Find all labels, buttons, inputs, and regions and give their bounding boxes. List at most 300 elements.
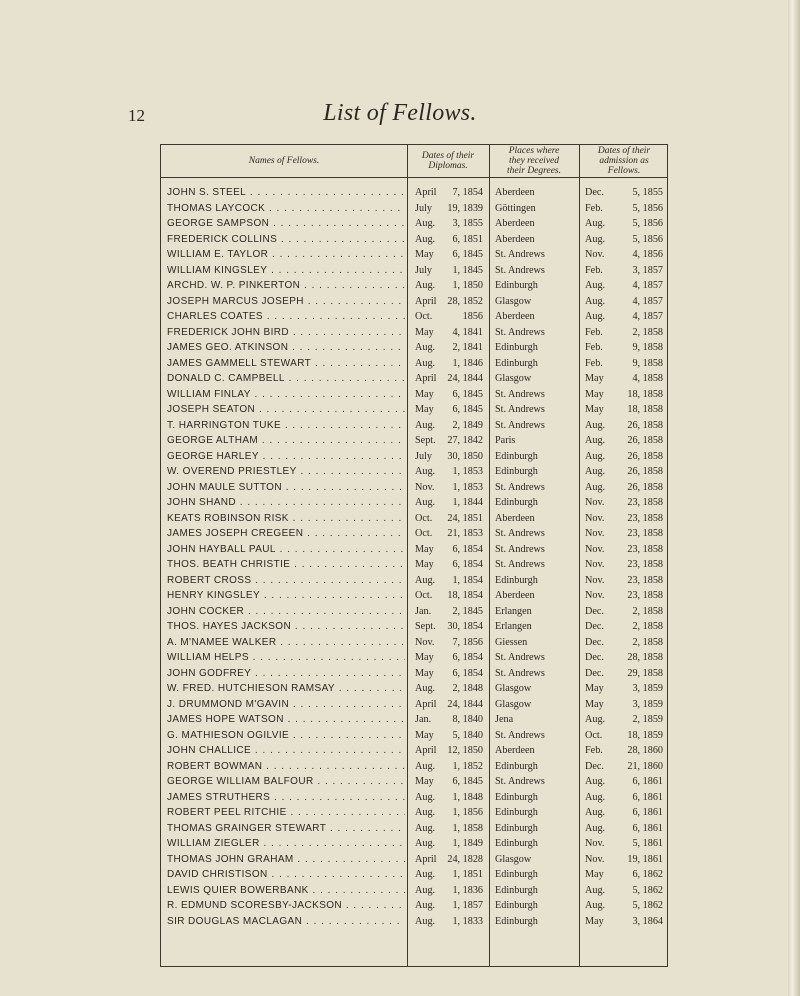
admission-month: Nov. [585,512,605,524]
header-admission-line: Dates of their [597,146,651,156]
diploma-date: 6, 1854 [452,667,483,679]
diploma-date: 7, 1856 [452,636,483,648]
admission-date: 23, 1858 [627,590,663,601]
admission-date: 3, 1864 [632,915,663,927]
fellow-name: JOHN CHALLICE . . . [167,743,405,759]
table-row [161,526,669,542]
degree-place: Glasgow [495,698,532,710]
admission-date: 18, 1859 [627,729,663,741]
admission-month: Feb. [585,357,603,369]
table-row [161,464,669,480]
fellow-name: THOMAS JOHN GRAHAM . . . [167,852,405,868]
admission-month: Aug. [585,791,606,803]
diploma-date: 24, 1851 [447,512,483,524]
diploma-date: 2, 1849 [452,419,483,431]
admission-date: 3, 1857 [632,264,663,276]
diploma-month: Aug. [415,760,436,772]
fellow-name: R. EDMUND SCORESBY-JACKSON . . . [167,898,405,914]
fellow-name: A. M'NAMEE WALKER . . . [167,635,405,651]
fellow-name: WILLIAM KINGSLEY . . . [167,263,405,279]
fellow-name: CHARLES COATES . . . [167,309,405,325]
fellows-rows [161,185,669,929]
table-row [161,728,669,744]
admission-date: 6, 1861 [632,791,663,803]
degree-place: Aberdeen [495,590,535,601]
diploma-month: July [415,264,432,276]
admission-month: Nov. [585,249,605,260]
table-row [161,418,669,434]
diploma-date: 6, 1845 [452,404,483,415]
degree-place: Edinburgh [495,869,538,880]
fellow-name: GEORGE ALTHAM . . . [167,433,405,449]
page-title: List of Fellows. [323,100,477,126]
admission-date: 5, 1856 [632,202,663,214]
table-row [161,449,669,465]
admission-month: Dec. [585,621,604,632]
table-row [161,604,669,620]
degree-place: St. Andrews [495,249,545,260]
table-row [161,542,669,558]
table-row [161,883,669,899]
diploma-date: 1, 1846 [452,357,483,369]
header-admission-line: Fellows. [607,166,641,176]
diploma-date: 1, 1850 [452,280,483,291]
admission-month: Nov. [585,497,605,508]
diploma-date: 1, 1853 [452,481,483,493]
table-row [161,232,669,248]
degree-place: Aberdeen [495,233,535,245]
fellow-name: JOHN SHAND . . . [167,495,405,511]
admission-date: 3, 1859 [632,698,663,710]
admission-date: 26, 1858 [627,435,663,446]
degree-place: Glasgow [495,683,532,694]
table-row [161,480,669,496]
diploma-month: April [415,853,437,865]
table-row [161,867,669,883]
degree-place: St. Andrews [495,326,545,338]
fellow-name: WILLIAM HELPS . . . [167,650,405,666]
admission-month: May [585,915,604,927]
degree-place: Aberdeen [495,187,535,198]
header-places-line: they received [508,156,559,166]
admission-month: Nov. [585,528,605,539]
degree-place: Giessen [495,636,528,648]
diploma-date: 24, 1844 [447,373,483,384]
admission-date: 19, 1861 [627,853,663,865]
diploma-month: Oct. [415,528,433,539]
table-row [161,852,669,868]
diploma-month: April [415,698,437,710]
degree-place: Jena [495,714,514,725]
admission-date: 23, 1858 [627,512,663,524]
diploma-month: Aug. [415,233,436,245]
diploma-date: 6, 1845 [452,388,483,400]
diploma-month: May [415,776,434,787]
diploma-date: 19, 1839 [447,202,483,214]
diploma-date: 6, 1854 [452,543,483,555]
degree-place: Erlangen [495,621,532,632]
fellows-table [160,144,668,967]
admission-month: Feb. [585,202,603,214]
degree-place: Aberdeen [495,512,535,524]
diploma-month: Aug. [415,683,436,694]
fellow-name: JOSEPH SEATON . . . [167,402,405,418]
diploma-date: 21, 1853 [447,528,483,539]
diploma-month: Aug. [415,466,436,477]
diploma-month: Jan. [415,605,432,617]
diploma-date: 1, 1845 [452,264,483,276]
admission-month: Aug. [585,311,606,322]
diploma-month: Oct. [415,512,433,524]
fellow-name: GEORGE SAMPSON . . . [167,216,405,232]
admission-month: Aug. [585,807,606,818]
admission-date: 2, 1858 [632,326,663,338]
admission-date: 29, 1858 [627,667,663,679]
admission-date: 2, 1859 [632,714,663,725]
diploma-month: Aug. [415,574,436,586]
table-row [161,387,669,403]
admission-date: 23, 1858 [627,574,663,586]
fellow-name: JAMES STRUTHERS . . . [167,790,405,806]
table-row [161,325,669,341]
admission-month: Aug. [585,822,606,834]
admission-month: Nov. [585,543,605,555]
table-row [161,712,669,728]
page-number: 12 [128,106,145,125]
fellow-name: ROBERT BOWMAN . . . [167,759,405,775]
diploma-date: 4, 1841 [452,326,483,338]
diploma-month: Aug. [415,900,436,911]
admission-month: May [585,869,604,880]
degree-place: Glasgow [495,853,532,865]
fellow-name: JAMES GAMMELL STEWART . . . [167,356,405,372]
diploma-month: July [415,202,432,214]
admission-date: 26, 1858 [627,466,663,477]
admission-date: 5, 1856 [632,218,663,229]
fellow-name: WILLIAM E. TAYLOR . . . [167,247,405,263]
table-row [161,805,669,821]
diploma-date: 12, 1850 [447,745,483,756]
fellow-name: JAMES GEO. ATKINSON . . . [167,340,405,356]
diploma-date: 7, 1854 [452,187,483,198]
admission-date: 26, 1858 [627,419,663,431]
diploma-month: April [415,187,437,198]
admission-month: Aug. [585,481,606,493]
fellow-name: W. FRED. HUTCHIESON RAMSAY . . . [167,681,405,697]
degree-place: St. Andrews [495,481,545,493]
diploma-month: May [415,404,434,415]
admission-month: Aug. [585,466,606,477]
admission-month: May [585,698,604,710]
admission-date: 28, 1860 [627,745,663,756]
fellow-name: JOHN GODFREY . . . [167,666,405,682]
table-row [161,247,669,263]
diploma-month: Aug. [415,807,436,818]
table-row [161,588,669,604]
table-row [161,619,669,635]
degree-place: Edinburgh [495,900,538,911]
fellow-name: DAVID CHRISTISON . . . [167,867,405,883]
diploma-date: 27, 1842 [447,435,483,446]
admission-month: Feb. [585,326,603,338]
admission-date: 26, 1858 [627,450,663,462]
diploma-date: 1, 1836 [452,884,483,896]
admission-month: Nov. [585,559,605,570]
fellow-name: JOSEPH MARCUS JOSEPH . . . [167,294,405,310]
degree-place: St. Andrews [495,667,545,679]
diploma-month: Sept. [415,435,436,446]
fellow-name: T. HARRINGTON TUKE . . . [167,418,405,434]
admission-month: Dec. [585,605,604,617]
table-row [161,371,669,387]
degree-place: St. Andrews [495,776,545,787]
diploma-date: 6, 1845 [452,249,483,260]
admission-month: Dec. [585,667,604,679]
degree-place: St. Andrews [495,404,545,415]
diploma-month: Aug. [415,869,436,880]
table-row [161,635,669,651]
admission-date: 2, 1858 [632,621,663,632]
admission-month: Aug. [585,233,606,245]
diploma-date: 2, 1845 [452,605,483,617]
diploma-month: May [415,326,434,338]
fellow-name: GEORGE HARLEY . . . [167,449,405,465]
table-row [161,402,669,418]
fellow-name: KEATS ROBINSON RISK . . . [167,511,405,527]
fellow-name: J. DRUMMOND M'GAVIN . . . [167,697,405,713]
admission-month: Nov. [585,574,605,586]
fellow-name: FREDERICK JOHN BIRD . . . [167,325,405,341]
degree-place: St. Andrews [495,528,545,539]
admission-month: Aug. [585,450,606,462]
diploma-date: 1, 1858 [452,822,483,834]
admission-date: 5, 1855 [632,187,663,198]
diploma-date: 24, 1828 [447,853,483,865]
table-row [161,340,669,356]
admission-date: 23, 1858 [627,543,663,555]
admission-date: 28, 1858 [627,652,663,663]
diploma-date: 1, 1856 [452,807,483,818]
degree-place: Edinburgh [495,915,538,927]
admission-month: Aug. [585,900,606,911]
diploma-month: April [415,745,437,756]
diploma-date: 18, 1854 [447,590,483,601]
diploma-date: 1, 1833 [452,915,483,927]
degree-place: Erlangen [495,605,532,617]
admission-month: May [585,388,604,400]
diploma-month: Nov. [415,481,435,493]
fellow-name: THOS. HAYES JACKSON . . . [167,619,405,635]
admission-month: Dec. [585,187,604,198]
degree-place: Edinburgh [495,342,538,353]
degree-place: Edinburgh [495,791,538,803]
diploma-month: Aug. [415,419,436,431]
admission-date: 2, 1858 [632,605,663,617]
diploma-date: 1, 1849 [452,838,483,849]
degree-place: St. Andrews [495,543,545,555]
admission-date: 4, 1856 [632,249,663,260]
fellow-name: DONALD C. CAMPBELL . . . [167,371,405,387]
admission-date: 23, 1858 [627,497,663,508]
header-diplomas-line: Diplomas. [428,161,468,171]
diploma-date: 2, 1841 [452,342,483,353]
header-rule [161,177,667,178]
diploma-date: 30, 1854 [447,621,483,632]
admission-month: Nov. [585,853,605,865]
admission-month: May [585,404,604,415]
admission-date: 2, 1858 [632,636,663,648]
table-row [161,914,669,930]
admission-date: 6, 1861 [632,822,663,834]
diploma-date: 2, 1848 [452,683,483,694]
admission-month: Aug. [585,419,606,431]
admission-month: Aug. [585,218,606,229]
diploma-date: 8, 1840 [452,714,483,725]
degree-place: Glasgow [495,373,532,384]
degree-place: Edinburgh [495,574,538,586]
admission-month: Dec. [585,652,604,663]
page-edge [788,0,800,996]
admission-date: 9, 1858 [632,357,663,369]
diploma-date: 1, 1854 [452,574,483,586]
admission-month: Aug. [585,280,606,291]
diploma-date: 6, 1851 [452,233,483,245]
diploma-date: 6, 1854 [452,652,483,663]
admission-date: 5, 1862 [632,900,663,911]
diploma-month: Jan. [415,714,432,725]
fellow-name: ARCHD. W. P. PINKERTON . . . [167,278,405,294]
diploma-month: Sept. [415,621,436,632]
diploma-date: 1, 1848 [452,791,483,803]
admission-date: 4, 1858 [632,373,663,384]
diploma-date: 1, 1851 [452,869,483,880]
degree-place: Edinburgh [495,357,538,369]
diploma-month: Oct. [415,311,433,322]
fellow-name: JOHN COCKER . . . [167,604,405,620]
diploma-month: May [415,249,434,260]
diploma-month: May [415,388,434,400]
admission-month: Oct. [585,729,603,741]
header-places [489,145,579,177]
degree-place: Edinburgh [495,450,538,462]
header-admission [579,145,669,177]
diploma-date: 1856 [462,311,483,322]
diploma-month: May [415,559,434,570]
admission-month: Nov. [585,838,605,849]
table-row [161,294,669,310]
admission-date: 5, 1862 [632,884,663,896]
table-row [161,774,669,790]
table-row [161,759,669,775]
diploma-date: 24, 1844 [447,698,483,710]
diploma-month: May [415,543,434,555]
diploma-date: 5, 1840 [452,729,483,741]
diploma-month: April [415,373,437,384]
admission-month: May [585,373,604,384]
admission-date: 4, 1857 [632,295,663,307]
diploma-month: Aug. [415,497,436,508]
admission-date: 3, 1859 [632,683,663,694]
table-row [161,650,669,666]
header-admission-line: admission as [599,156,649,166]
degree-place: Aberdeen [495,218,535,229]
header-places-line: their Degrees. [507,166,561,176]
admission-date: 6, 1861 [632,807,663,818]
degree-place: St. Andrews [495,388,545,400]
diploma-date: 1, 1857 [452,900,483,911]
header-names [161,145,407,177]
admission-month: May [585,683,604,694]
table-row [161,216,669,232]
admission-month: Feb. [585,745,603,756]
admission-month: Aug. [585,714,606,725]
degree-place: Edinburgh [495,884,538,896]
fellow-name: JOHN MAULE SUTTON . . . [167,480,405,496]
diploma-month: May [415,652,434,663]
admission-date: 6, 1862 [632,869,663,880]
table-row [161,573,669,589]
header-places-line: Places where [508,146,560,156]
admission-date: 23, 1858 [627,528,663,539]
admission-date: 6, 1861 [632,776,663,787]
admission-date: 23, 1858 [627,559,663,570]
admission-month: Dec. [585,636,604,648]
fellow-name: HENRY KINGSLEY . . . [167,588,405,604]
admission-date: 26, 1858 [627,481,663,493]
diploma-date: 1, 1844 [452,497,483,508]
fellow-name: THOMAS LAYCOCK . . . [167,201,405,217]
degree-place: Edinburgh [495,807,538,818]
diploma-date: 30, 1850 [447,450,483,462]
admission-month: Feb. [585,342,603,353]
admission-date: 18, 1858 [627,388,663,400]
diploma-month: Aug. [415,218,436,229]
diploma-month: Aug. [415,822,436,834]
table-row [161,898,669,914]
diploma-month: Aug. [415,838,436,849]
diploma-month: Nov. [415,636,435,648]
table-row [161,790,669,806]
degree-place: Edinburgh [495,466,538,477]
table-row [161,666,669,682]
table-row [161,821,669,837]
degree-place: Aberdeen [495,745,535,756]
degree-place: St. Andrews [495,652,545,663]
table-row [161,201,669,217]
diploma-date: 1, 1852 [452,760,483,772]
diploma-date: 6, 1854 [452,559,483,570]
table-row [161,433,669,449]
fellow-name: JOHN S. STEEL . . . [167,185,405,201]
table-row [161,743,669,759]
header-diplomas [407,145,489,177]
admission-month: Feb. [585,264,603,276]
admission-date: 5, 1861 [632,838,663,849]
degree-place: St. Andrews [495,729,545,741]
running-head [0,100,800,130]
diploma-month: April [415,295,437,307]
diploma-month: Oct. [415,590,433,601]
fellow-name: FREDERICK COLLINS . . . [167,232,405,248]
admission-date: 18, 1858 [627,404,663,415]
degree-place: St. Andrews [495,559,545,570]
diploma-month: May [415,667,434,679]
fellow-name: ROBERT PEEL RITCHIE . . . [167,805,405,821]
admission-date: 4, 1857 [632,311,663,322]
degree-place: Edinburgh [495,822,538,834]
fellow-name: JOHN HAYBALL PAUL . . . [167,542,405,558]
table-row [161,681,669,697]
